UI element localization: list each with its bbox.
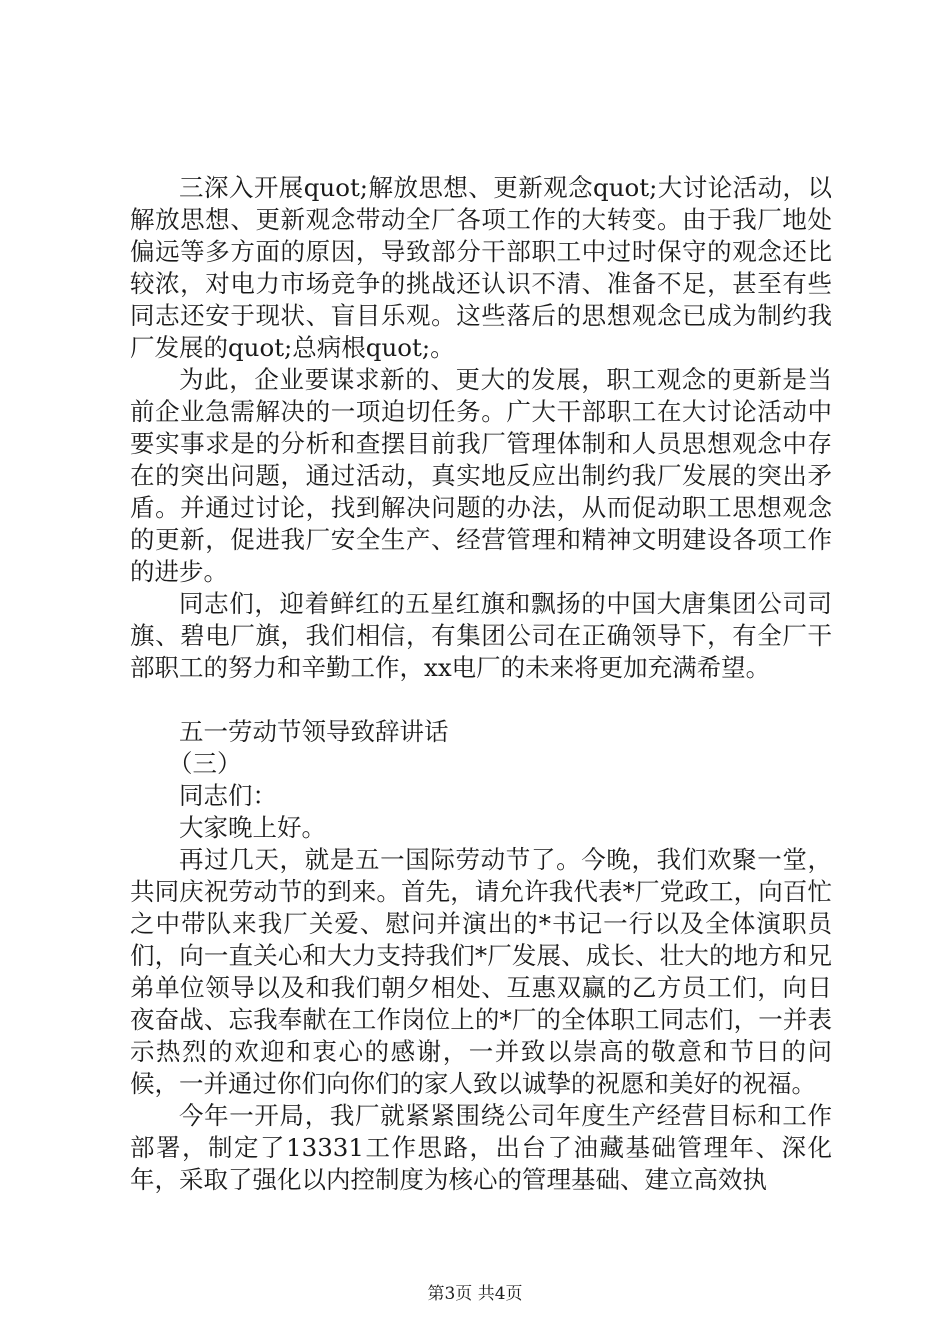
body-paragraph: 今年一开局，我厂就紧紧围绕公司年度生产经营目标和工作部署，制定了13331工作思路，出台了油藏基础管理年、深化年，采取了强化以内控制度为核心的管理基础、建立高效执 bbox=[130, 1101, 832, 1194]
section-title: 五一劳动节领导致辞讲话 bbox=[179, 717, 449, 746]
page-footer: 第3页 共4页 bbox=[427, 1284, 523, 1304]
section-subtitle: （三） bbox=[167, 749, 242, 778]
paragraph-spacer bbox=[130, 684, 832, 716]
document-body bbox=[130, 172, 832, 1196]
salutation: 同志们： bbox=[179, 781, 277, 810]
body-paragraph: 再过几天，就是五一国际劳动节了。今晚，我们欢聚一堂，共同庆祝劳动节的到来。首先，请允许我代表*厂党政工，向百忙之中带队来我厂关爱、慰问并演出的*书记一行以及全体演职员们，向一直关心和大力支持我们*厂发展、成长、壮大的地方和兄弟单位领导以及和我们朝夕相处、互惠双赢的乙方员工们，向日夜奋战、忘我奉献在工作岗位上的*厂的全体职工同志们，一并表示热烈的欢迎和衷心的感谢，一并致以崇高的敬意和节日的问候，一并通过你们向你们的家人致以诚挚的祝愿和美好的祝福。 bbox=[130, 845, 832, 1098]
body-paragraph: 三深入开展quot;解放思想、更新观念quot;大讨论活动，以解放思想、更新观念带动全厂各项工作的大转变。由于我厂地处偏远等多方面的原因，导致部分干部职工中过时保守的观念还比较浓，对电力市场竞争的挑战还认识不清、准备不足，甚至有些同志还安于现状、盲目乐观。这些落后的思想观念已成为制约我厂发展的quot;总病根quot;。 bbox=[130, 173, 832, 362]
body-paragraph: 为此，企业要谋求新的、更大的发展，职工观念的更新是当前企业急需解决的一项迫切任务。广大干部职工在大讨论活动中要实事求是的分析和查摆目前我厂管理体制和人员思想观念中存在的突出问题，通过活动，真实地反应出制约我厂发展的突出矛盾。并通过讨论，找到解决问题的办法，从而促动职工思想观念的更新，促进我厂安全生产、经营管理和精神文明建设各项工作的进步。 bbox=[130, 365, 832, 586]
body-paragraph: 同志们，迎着鲜红的五星红旗和飘扬的中国大唐集团公司司旗、碧电厂旗，我们相信，有集团公司在正确领导下，有全厂干部职工的努力和辛勤工作，xx电厂的未来将更加充满希望。 bbox=[130, 589, 832, 682]
greeting: 大家晚上好。 bbox=[179, 813, 326, 842]
